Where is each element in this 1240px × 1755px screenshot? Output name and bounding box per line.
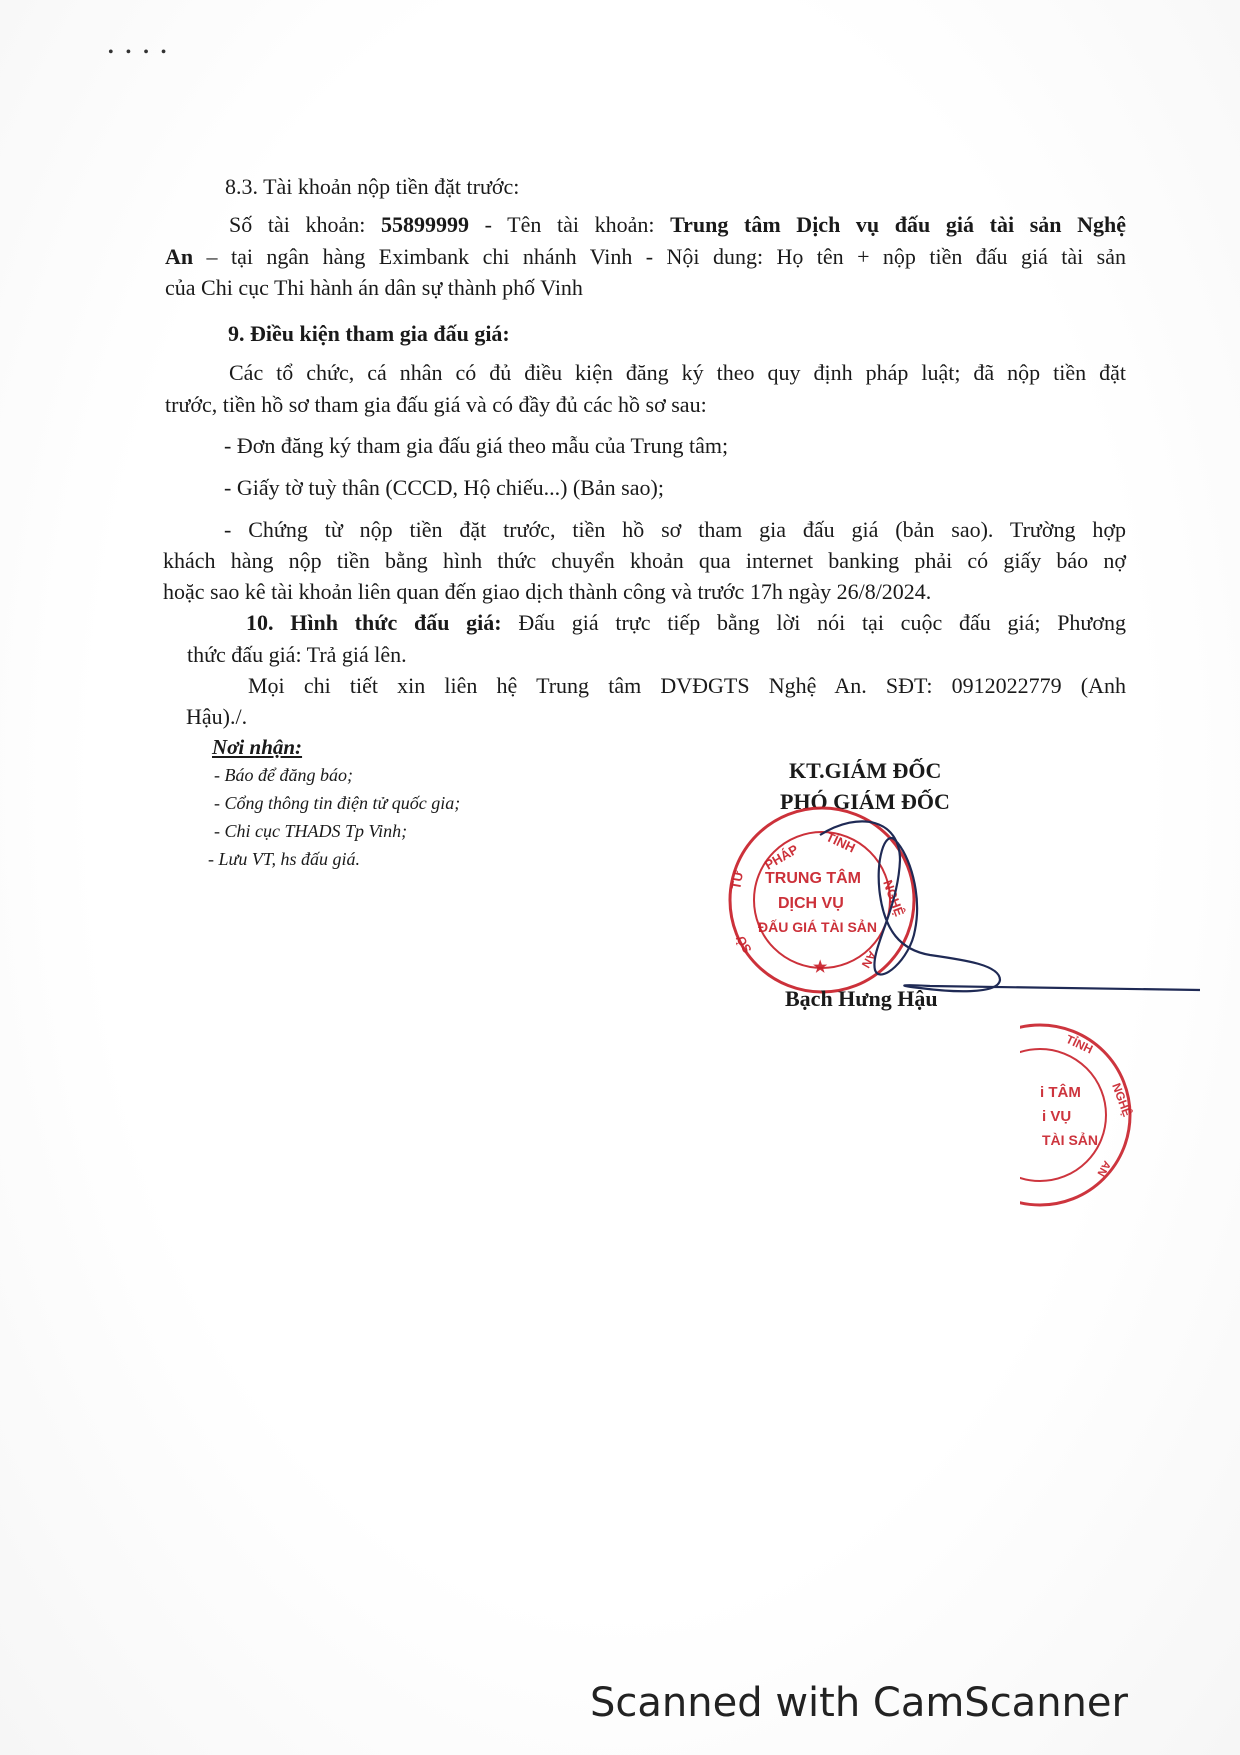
signature-title-2: PHÓ GIÁM ĐỐC [780,789,950,814]
contact-line-2: Hậu)./. [186,704,248,729]
account-line [229,211,1126,239]
account-name-end: An [165,244,194,269]
section-9-heading: 9. Điều kiện tham gia đấu giá: [228,321,510,346]
recipients-title: Nơi nhận: [212,735,303,759]
partial-stamp-ring: NGHỆ [1109,1081,1135,1119]
camscanner-watermark: Scanned with CamScanner [590,1680,1128,1726]
requirement-item-2: - Giấy tờ tuỳ thân (CCCD, Hộ chiếu...) (Bản sao); [224,475,664,500]
stamp-center-line: ĐẤU GIÁ TÀI SẢN [758,919,877,935]
signer-name: Bạch Hưng Hậu [785,986,938,1011]
requirement-item-3-line-3: hoặc sao kê tài khoản liên quan đến giao dịch thành công và trước 17h ngày 26/8/2024. [163,579,932,604]
partial-stamp-ring: TỈNH [1063,1032,1096,1057]
account-name: Trung tâm Dịch vụ đấu giá tài sản Nghệ [670,212,1127,237]
contact-line-1: Mọi chi tiết xin liên hệ Trung tâm DVĐGTS Nghệ An. SĐT: 0912022779 (Anh [248,673,1126,698]
bank-details: – tại ngân hàng Eximbank chi nhánh Vinh - Nội dung: Họ tên + nộp tiền đấu giá tài sản [193,244,1126,269]
recipient-item: - Lưu VT, hs đấu giá. [208,849,360,869]
partial-stamp [1020,1020,1140,1210]
svg-text:★: ★ [813,959,828,976]
stamp-center-line: DỊCH VỤ [778,895,844,912]
requirement-item-3-line-2: khách hàng nộp tiền bằng hình thức chuyển khoản qua internet banking phải có giấy báo nợ [163,548,1126,573]
stamp-ring-text: PHÁP [762,841,801,873]
signature-title-1: KT.GIÁM ĐỐC [789,758,942,783]
recipient-item: - Chi cục THADS Tp Vinh; [214,821,408,841]
stamp-ring-text: NGHỆ [880,877,908,919]
stamp-ring-text: TỈNH [823,829,858,856]
section-8-3-heading: 8.3. Tài khoản nộp tiền đặt trước: [225,174,520,199]
partial-stamp-line: TÀI SẢN [1042,1132,1098,1148]
stamp-ring-text: AN [858,948,880,971]
stamp-center-line: TRUNG TÂM [765,870,861,887]
conditions-line-1: Các tổ chức, cá nhân có đủ điều kiện đăng ký theo quy định pháp luật; đã nộp tiền đặt [229,360,1126,385]
requirement-item-1: - Đơn đăng ký tham gia đấu giá theo mẫu của Trung tâm; [224,433,729,458]
auction-form-text: Đấu giá trực tiếp bằng lời nói tại cuộc đấu giá; Phương [501,610,1126,635]
official-stamp [700,800,1220,1010]
auction-form-label: 10. Hình thức đấu giá: [246,610,502,635]
partial-stamp-line: i TÂM [1040,1084,1081,1101]
account-mid: - Tên tài khoản: [468,212,671,237]
recipient-item: - Cổng thông tin điện tử quốc gia; [214,793,461,813]
requirement-item-3-line-1: - Chứng từ nộp tiền đặt trước, tiền hồ sơ tham gia đấu giá (bản sao). Trường hợp [224,517,1126,542]
stamp-ring-text: SỞ [733,932,755,956]
partial-stamp-line: i VỤ [1042,1108,1072,1125]
handwritten-signature [820,821,1200,991]
stamp-ring-text: TƯ [728,869,747,891]
recipient-item: - Báo để đăng báo; [214,765,353,785]
scan-marks: • • • • [108,44,171,61]
account-prefix: Số tài khoản: [229,212,381,237]
bank-line [165,243,1126,271]
account-number: 55899999 [380,212,469,237]
auction-form-line-1 [246,609,1126,637]
partial-stamp-ring: AN [1094,1158,1113,1179]
conditions-line-2: trước, tiền hồ sơ tham gia đấu giá và có đầy đủ các hồ sơ sau: [165,392,707,417]
auction-form-line-2: thức đấu giá: Trả giá lên. [187,642,407,667]
content-line: của Chi cục Thi hành án dân sự thành phố Vinh [165,275,583,300]
